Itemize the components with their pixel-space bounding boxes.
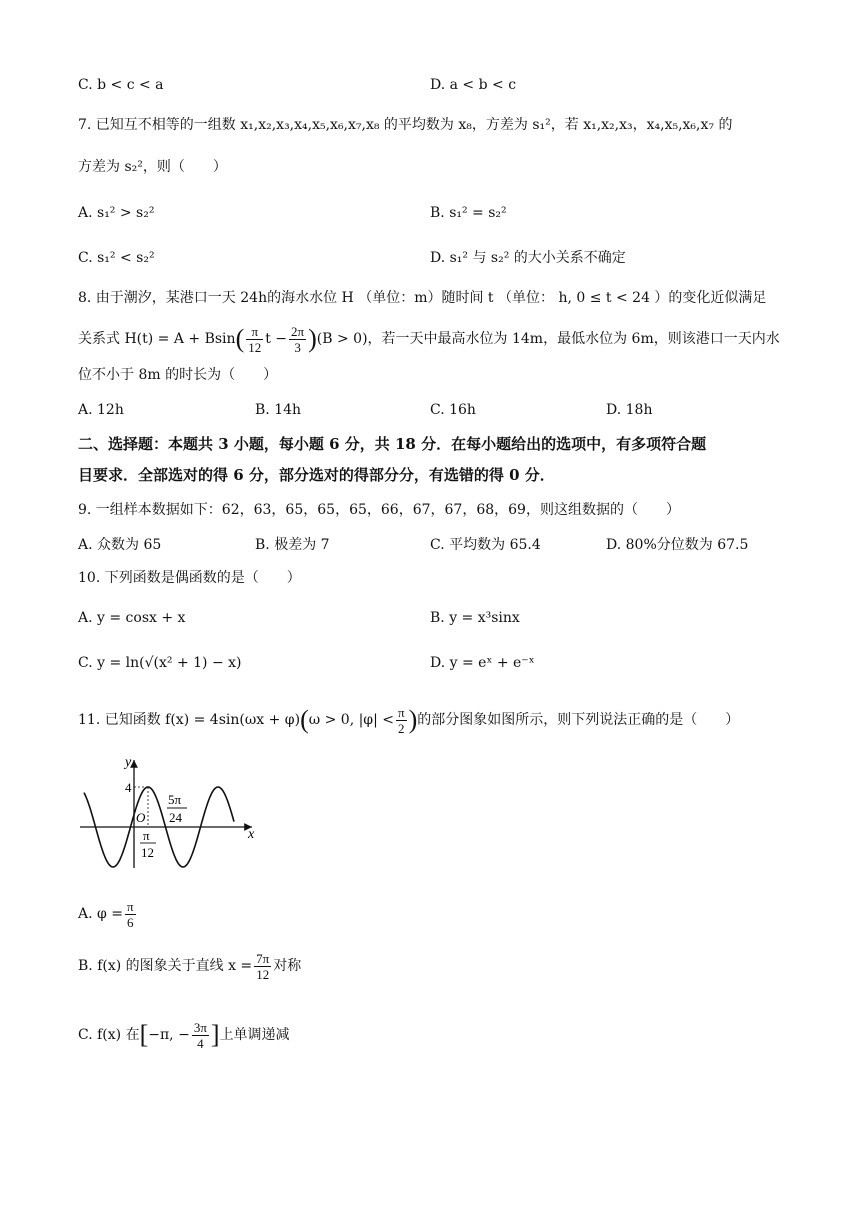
- q7-option-d: D. s₁² 与 s₂² 的大小关系不确定: [430, 250, 626, 266]
- q11-option-c-frac: $\frac{3\pi}{4}$: [193, 1019, 207, 1051]
- q11-option-b-frac: $\frac{7\pi}{12}$: [256, 950, 270, 982]
- q9-option-a: A. 众数为 65: [78, 537, 162, 553]
- x-axis-label: x: [248, 827, 255, 842]
- q8-paren-open: (: [235, 324, 245, 353]
- q7-stem-line-1: 7. 已知互不相等的一组数 x₁,x₂,x₃,x₄,x₅,x₆,x₇,x₈ 的平均数为 x₈，方差为 s₁²，若 x₁,x₂,x₃，x₄,x₅,x₆,x₇ 的: [78, 117, 733, 133]
- q9-option-b: B. 极差为 7: [255, 537, 330, 553]
- q11-stem-function: 11. 已知函数 f(x) = 4sin(ωx + φ): [78, 712, 301, 728]
- q10-option-c: C. y = ln(√(x² + 1) − x): [78, 655, 242, 671]
- tick-5pi-24-den: 24: [169, 810, 182, 825]
- q11-option-c: [78, 1015, 290, 1055]
- q9-option-c: C. 平均数为 65.4: [430, 537, 541, 553]
- q10-stem: 10. 下列函数是偶函数的是（ ）: [78, 570, 301, 586]
- q11-stem: [78, 702, 739, 738]
- q10-option-d: D. y = eˣ + e⁻ˣ: [430, 655, 535, 671]
- q7-option-c: C. s₁² < s₂²: [78, 250, 155, 266]
- q11-option-c-bracket-close: ]: [210, 1020, 220, 1049]
- q11-paren-close: ): [408, 705, 418, 734]
- section2-heading-line-1: 二、选择题：本题共 3 小题，每小题 6 分，共 18 分．在每小题给出的选项中，有多项符合题: [78, 435, 707, 453]
- q7-option-a: A. s₁² > s₂²: [78, 205, 155, 221]
- q8-stem-line-1: 8. 由于潮汐，某港口一天 24h的海水水位 H （单位：m）随时间 t （单位： h, 0 ≤ t < 24 ）的变化近似满足: [78, 290, 767, 306]
- q8-formula-suffix: (B > 0)，若一天中最高水位为 14m，最低水位为 6m，则该港口一天内水: [316, 331, 780, 347]
- origin-label: O: [136, 810, 146, 825]
- q7-option-b: B. s₁² = s₂²: [430, 205, 507, 221]
- q8-option-b: B. 14h: [255, 402, 302, 418]
- q8-option-d: D. 18h: [606, 402, 653, 418]
- q8-frac-2pi-3: $\frac{2\pi}{3}$: [291, 323, 305, 355]
- q6-option-d: D. a < b < c: [430, 77, 517, 93]
- q7-stem-line-2: 方差为 s₂²，则（ ）: [78, 159, 227, 175]
- q8-frac-pi-12: $\frac{\pi}{12}$: [248, 323, 262, 355]
- q11-stem-suffix: 的部分图象如图所示，则下列说法正确的是（ ）: [417, 712, 740, 728]
- q8-formula-mid: t −: [265, 331, 288, 347]
- q11-option-c-text: C. f(x) 在: [78, 1027, 140, 1043]
- tick-5pi-24-num: 5π: [168, 792, 182, 807]
- tick-pi-12-den: 12: [141, 845, 154, 860]
- q9-stem: 9. 一组样本数据如下：62，63，65，65，65，66，67，67，68，69，则这组数据的（ ）: [78, 502, 680, 518]
- tick-pi-12-num: π: [143, 828, 150, 843]
- q8-formula-prefix: 关系式 H(t) = A + Bsin: [78, 331, 236, 347]
- q8-stem-line-2: [78, 322, 780, 356]
- q11-option-c-suffix: 上单调递减: [219, 1027, 290, 1043]
- q11-stem-condition: ω > 0, |φ| <: [308, 712, 395, 728]
- y-axis-label: y: [125, 755, 132, 770]
- q6-option-c: C. b < c < a: [78, 77, 164, 93]
- section2-heading-line-2: 目要求．全部选对的得 6 分，部分选对的得部分分，有选错的得 0 分．: [78, 466, 555, 484]
- q11-option-a-frac: $\frac{\pi}{6}$: [127, 898, 134, 930]
- q11-option-b: [78, 946, 301, 986]
- q11-option-a-text: A. φ =: [78, 906, 123, 922]
- q11-function-graph: [76, 752, 266, 872]
- q8-paren-close: ): [308, 324, 317, 353]
- q11-option-c-bracket-open: [: [139, 1020, 149, 1049]
- q11-paren-open: (: [300, 705, 309, 734]
- q10-option-b: B. y = x³sinx: [430, 610, 520, 626]
- q11-option-c-interval: −π, −: [148, 1027, 190, 1043]
- q9-option-d: D. 80%分位数为 67.5: [606, 537, 749, 553]
- q11-option-b-suffix: 对称: [273, 958, 302, 974]
- q8-stem-line-3: 位不小于 8m 的时长为（ ）: [78, 367, 278, 383]
- q11-frac-pi-2: $\frac{\pi}{2}$: [398, 704, 405, 736]
- q11-option-b-text: B. f(x) 的图象关于直线 x =: [78, 958, 253, 974]
- q10-option-a: A. y = cosx + x: [78, 610, 186, 626]
- q11-option-a: [78, 894, 138, 934]
- q8-option-a: A. 12h: [78, 402, 124, 418]
- q8-option-c: C. 16h: [430, 402, 476, 418]
- max-value-label: 4: [125, 780, 132, 795]
